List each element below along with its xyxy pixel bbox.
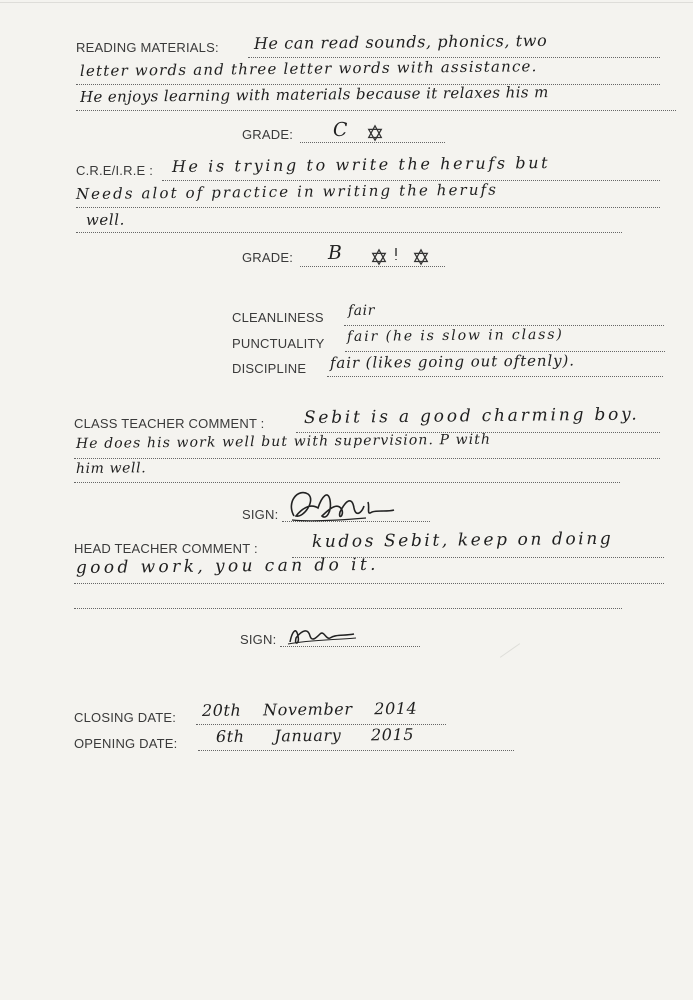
head-teacher-line-3-rule xyxy=(74,608,622,609)
cre-comment-line-1: He is trying to write the herufs but xyxy=(171,153,551,176)
reading-materials-label: READING MATERIALS: xyxy=(76,40,219,55)
scan-mark xyxy=(500,643,520,658)
cre-line-2-rule xyxy=(76,207,660,208)
cleanliness-value: fair xyxy=(347,302,376,319)
head-teacher-comment-label: HEAD TEACHER COMMENT : xyxy=(74,541,258,556)
star-icon xyxy=(370,248,388,266)
cre-grade-value: B xyxy=(327,241,343,264)
head-teacher-comment-line-1: kudos Sebit, keep on doing xyxy=(311,528,614,552)
head-teacher-signature xyxy=(282,618,362,650)
discipline-rule xyxy=(327,376,663,377)
class-teacher-sign-label: SIGN: xyxy=(242,507,279,522)
reading-comment-line-2: letter words and three letter words with assistance. xyxy=(79,57,538,80)
closing-date-label: CLOSING DATE: xyxy=(74,710,177,725)
reading-grade-label: GRADE: xyxy=(242,127,294,142)
class-teacher-comment-line-2: He does his work well but with supervision. P with xyxy=(75,431,492,452)
cre-grade-rule xyxy=(300,266,445,267)
class-teacher-signature xyxy=(282,482,402,530)
punctuality-value: fair (he is slow in class) xyxy=(346,326,564,345)
discipline-value: fair (likes going out oftenly). xyxy=(329,351,575,372)
reading-grade-value: C xyxy=(332,118,349,141)
opening-date-value: 6th January 2015 xyxy=(215,724,415,746)
punctuality-label: PUNCTUALITY xyxy=(232,336,325,351)
closing-date-value: 20th November 2014 xyxy=(201,698,418,720)
cre-line-3-rule xyxy=(76,232,622,233)
opening-date-label: OPENING DATE: xyxy=(74,736,178,751)
star-icon xyxy=(412,248,430,266)
cleanliness-rule xyxy=(344,325,664,326)
reading-comment-line-3: He enjoys learning with materials because it relaxes his m xyxy=(79,83,549,106)
tick-mark-icon xyxy=(392,246,400,262)
opening-date-rule xyxy=(198,750,514,751)
head-teacher-line-2-rule xyxy=(74,583,664,584)
reading-line-3-rule xyxy=(76,110,676,111)
class-teacher-comment-line-1: Sebit is a good charming boy. xyxy=(303,404,640,428)
cre-comment-line-2: Needs alot of practice in writing the herufs xyxy=(75,180,499,203)
cre-ire-label: C.R.E/I.R.E : xyxy=(76,163,154,178)
cleanliness-label: CLEANLINESS xyxy=(232,310,324,325)
head-teacher-comment-line-2: good work, you can do it. xyxy=(75,554,380,578)
class-teacher-comment-label: CLASS TEACHER COMMENT : xyxy=(74,416,265,431)
cre-comment-line-3: well. xyxy=(85,210,126,229)
reading-grade-rule xyxy=(300,142,445,143)
class-teacher-line-2-rule xyxy=(74,458,660,459)
class-teacher-comment-line-3: him well. xyxy=(75,460,147,477)
cre-grade-label: GRADE: xyxy=(242,250,294,265)
reading-comment-line-1: He can read sounds, phonics, two xyxy=(253,30,548,53)
head-teacher-sign-label: SIGN: xyxy=(240,632,277,647)
discipline-label: DISCIPLINE xyxy=(232,361,307,376)
star-icon xyxy=(366,124,384,142)
scan-edge xyxy=(0,2,693,3)
